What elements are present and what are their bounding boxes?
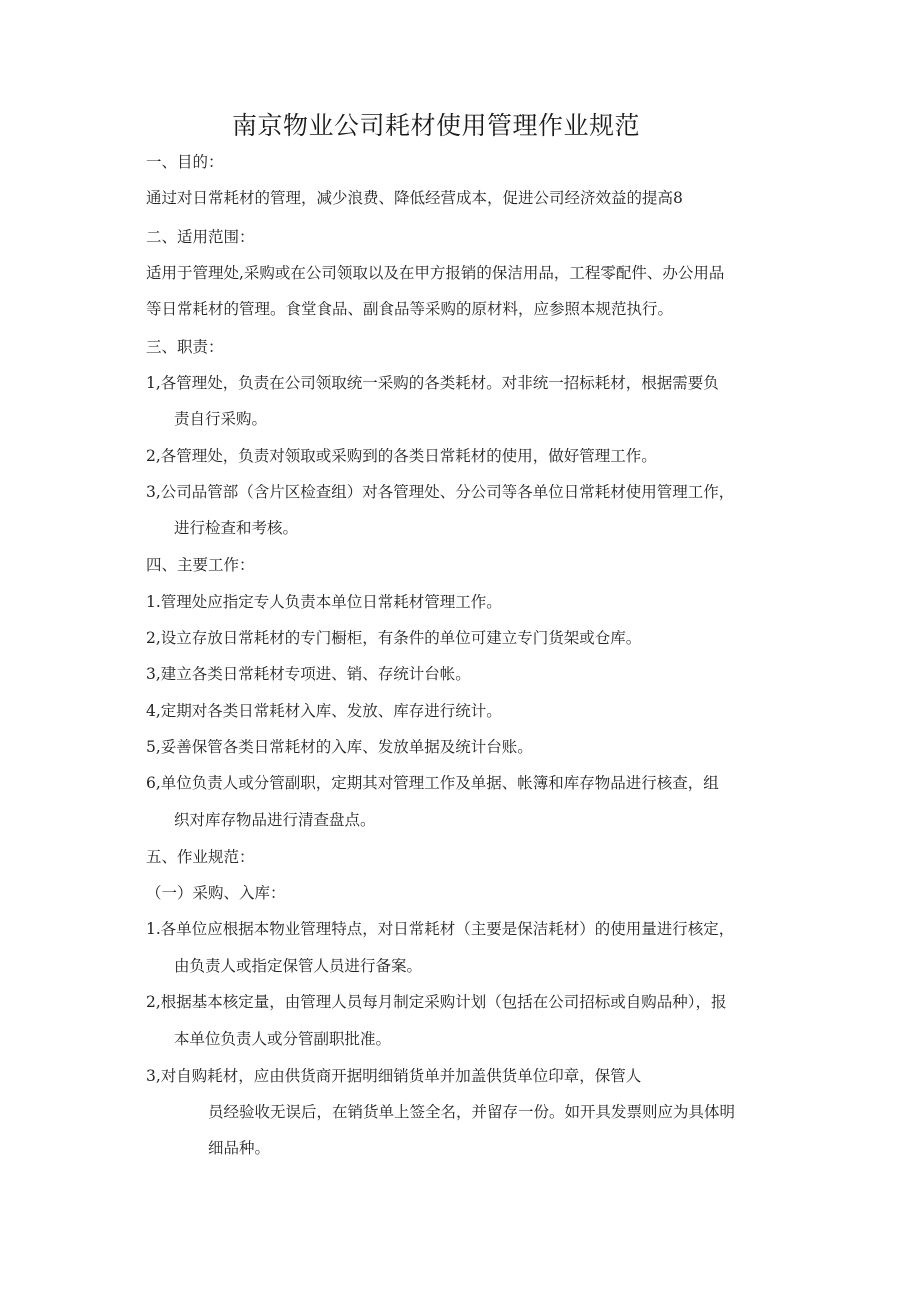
list-item-line: 4,定期对各类日常耗材入库、发放、库存进行统计。 (146, 702, 502, 720)
list-item-continuation: 由负责人或指定保管人员进行备案。 (174, 957, 423, 975)
section-heading-work-norms: 五、作业规范： (146, 848, 255, 866)
section-heading-purpose: 一、目的： (146, 153, 224, 171)
list-item-continuation: 本单位负责人或分管副职批准。 (174, 1030, 392, 1048)
list-item-line: 6,单位负责人或分管副职，定期其对管理工作及单据、帐簿和库存物品进行核查，组 (146, 774, 719, 792)
list-item-line: 3,对自购耗材，应由供货商开据明细销货单并加盖供货单位印章，保管人 (146, 1067, 642, 1085)
list-item-continuation: 织对库存物品进行清查盘点。 (174, 811, 376, 829)
paragraph-line: 通过对日常耗材的管理，减少浪费、降低经营成本，促进公司经济效益的提高8 (146, 189, 683, 207)
list-item-line: 3,公司品管部（含片区检查组）对各管理处、分公司等各单位日常耗材使用管理工作， (146, 483, 735, 501)
list-item-line: 2,设立存放日常耗材的专门橱柜，有条件的单位可建立专门货架或仓库。 (146, 629, 642, 647)
list-item-line: 2,各管理处，负责对领取或采购到的各类日常耗材的使用，做好管理工作。 (146, 447, 657, 465)
paragraph-line: 等日常耗材的管理。食堂食品、副食品等采购的原材料，应参照本规范执行。 (146, 300, 674, 318)
list-item-continuation: 进行检查和考核。 (174, 519, 299, 537)
list-item-continuation: 员经验收无误后，在销货单上签全名，并留存一份。如开具发票则应为具体明 (208, 1103, 736, 1121)
list-item-line: 5,妥善保管各类日常耗材的入库、发放单据及统计台账。 (146, 738, 533, 756)
list-item-line: 2,根据基本核定量，由管理人员每月制定采购计划（包括在公司招标或自购品种），报 (146, 993, 727, 1011)
subsection-heading-purchase: （一）采购、入库： (146, 884, 286, 902)
list-item-continuation: 细品种。 (208, 1139, 271, 1157)
list-item-line: 3,建立各类日常耗材专项进、销、存统计台帐。 (146, 665, 471, 683)
list-item-line: 1,各管理处，负责在公司领取统一采购的各类耗材。对非统一招标耗材，根据需要负 (146, 374, 719, 392)
section-heading-scope: 二、适用范围： (146, 228, 255, 246)
list-item-line: 1.管理处应指定专人负责本单位日常耗材管理工作。 (146, 593, 502, 611)
section-heading-main-work: 四、主要工作： (146, 556, 255, 574)
list-item-line: 1.各单位应根据本物业管理特点，对日常耗材（主要是保洁耗材）的使用量进行核定， (146, 920, 735, 938)
list-item-continuation: 责自行采购。 (174, 410, 268, 428)
section-heading-duties: 三、职责： (146, 338, 224, 356)
paragraph-line: 适用于管理处,采购或在公司领取以及在甲方报销的保洁用品，工程零配件、办公用品 (146, 264, 725, 282)
document-title: 南京物业公司耗材使用管理作业规范 (232, 111, 641, 140)
